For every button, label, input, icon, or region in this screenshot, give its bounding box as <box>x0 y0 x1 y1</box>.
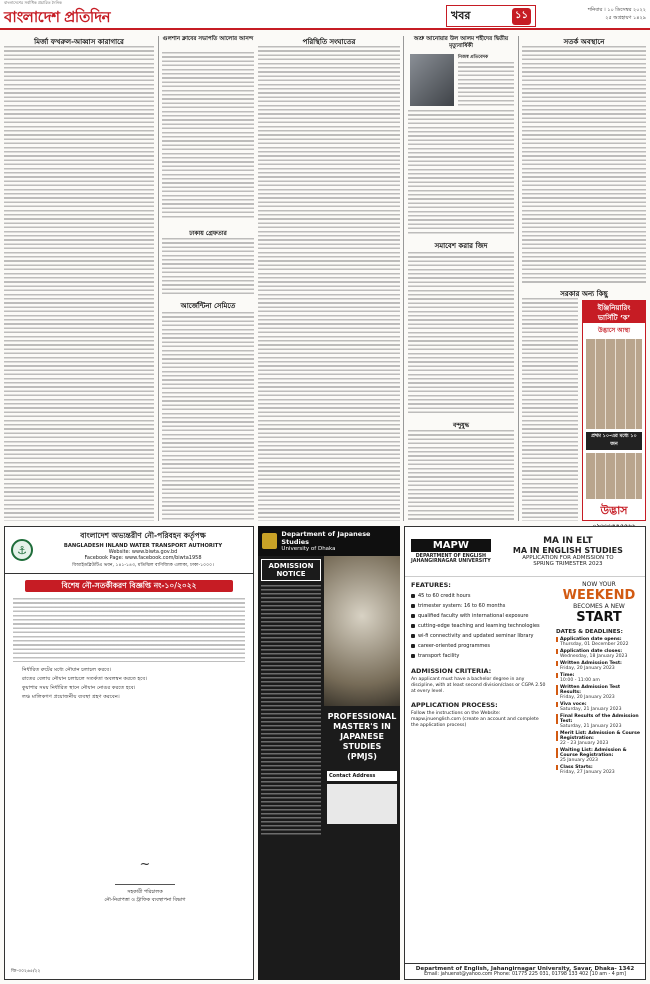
mapw-h1: MA IN ELT <box>543 536 593 546</box>
biwta-website: Website: www.biwta.gov.bd <box>108 549 178 555</box>
center-article-headline: পরিস্থিতি সংঘাতের <box>302 38 356 46</box>
jp-contact: Contact Address <box>327 771 397 781</box>
biwta-list-item: নির্ধারিত রুটের মধ্যে নৌযান চলাচল করবে। <box>22 667 112 673</box>
mapw-date-row <box>556 748 642 763</box>
soldier-article-headline: আর্জেন্টিনা সেমিতে <box>180 302 236 310</box>
mapw-criteria: An applicant must have a bachelor degree in any discipline, with at least second division/class or CGPA 2.50 at every level. <box>411 677 546 694</box>
signature: ~ <box>115 857 175 885</box>
mapw-criteria-title: ADMISSION CRITERIA: <box>411 667 492 675</box>
mapw-date-row <box>556 731 642 746</box>
mapw-date-label: Final Results of the Admission Test: <box>556 714 642 724</box>
mapw-dates-title: DATES & DEADLINES: <box>556 629 623 635</box>
right-article-body <box>522 46 646 284</box>
mapw-h3: APPLICATION FOR ADMISSION TO <box>522 555 614 561</box>
biwta-ad <box>4 526 254 980</box>
mapw-h2: MA IN ENGLISH STUDIES <box>512 546 623 555</box>
club-article-body <box>162 52 254 220</box>
jp-contact-body <box>327 784 397 824</box>
mapw-date-label: Merit List: Admission & Course Registration: <box>556 731 642 741</box>
brief-body <box>408 430 514 521</box>
mapw-univ: JAHANGIRNAGAR UNIVERSITY <box>411 559 491 564</box>
university-logo-icon <box>262 533 277 549</box>
mapw-process-title: APPLICATION PROCESS: <box>411 701 498 709</box>
bottom-article-headline: সরকার অন্য কিছু <box>560 290 608 298</box>
mapw-date-label: Written Admission Test Results: <box>556 685 642 695</box>
mapw-date-row <box>556 685 642 700</box>
mapw-feature-item: wi-fi connectivity and updated seminar library <box>411 631 547 641</box>
mapw-date-value: Thursday, 01 December 2022 <box>560 642 629 647</box>
soldier-article-body <box>162 312 254 521</box>
anchor-icon: ⚓ <box>11 539 33 561</box>
udvash-student-photos <box>586 339 642 429</box>
section-badge <box>446 5 536 27</box>
mapw-date-label: Time: <box>556 673 642 678</box>
udvash-student-photos-2 <box>586 453 642 499</box>
biwta-facebook: Facebook Page: www.facebook.com/biwta1958 <box>84 555 202 561</box>
udvash-line3: উদ্ভাসে আস্থা <box>597 327 630 334</box>
mapw-start: START <box>576 610 622 625</box>
logo-tagline: বাংলাদেশের সর্বাধিক প্রচারিত দৈনিক <box>4 0 62 5</box>
mapw-date-value: Friday, 20 January 2023 <box>560 695 615 700</box>
mapw-h4: SPRING TRIMESTER 2023 <box>533 561 603 567</box>
jp-univ: University of Dhaka <box>281 546 336 552</box>
mapw-date-value: Wednesday, 18 January 2023 <box>560 654 628 659</box>
jp-program: PROFESSIONAL MASTER'S IN JAPANESE STUDIES (PMJS) <box>327 712 397 761</box>
mapw-date-value: Friday, 27 January 2023 <box>560 770 615 775</box>
mapw-date-row <box>556 714 642 729</box>
jp-dept: Department of Japanese Studies <box>281 530 371 546</box>
left-article-headline: মির্জা ফখরুল-আব্বাস কারাগারে <box>34 38 124 46</box>
mapw-email: Email: jahuenst@yahoo.com Phone: 01775 225 031, 01798 133 402 [10 am - 4 pm] <box>424 972 626 977</box>
date-bengali: ২৫ অগ্রহায়ণ ১৪২৯ <box>605 15 646 21</box>
mapw-process: Follow the instructions on the Website: mapw.jnuenglish.com (create an account and complete the application process) <box>411 711 539 728</box>
jp-notice-body <box>261 585 321 835</box>
biwta-list-item: কুয়াশার সময় নির্ধারিত স্থানে নৌযান নোঙর করতে হবে। <box>22 685 136 691</box>
mapw-date-row <box>556 649 642 659</box>
dateline <box>540 6 646 22</box>
mapw-date-value: Saturday, 21 January 2023 <box>560 724 622 729</box>
bottom-article-body <box>522 298 578 521</box>
mapw-feature-item: transport facility <box>411 651 547 661</box>
column-rule <box>158 36 159 521</box>
mapw-date-row <box>556 637 642 647</box>
biwta-signature-org: নৌ-নিরাপত্তা ও ট্রাফিক ব্যবস্থাপনা বিভাগ <box>104 897 186 903</box>
mapw-feature-item: career-oriented programmes <box>411 641 547 651</box>
biwta-notice-body <box>13 598 245 662</box>
mapw-date-label: Application date closes: <box>556 649 642 654</box>
obit-photo <box>410 54 454 106</box>
biwta-address: বিআইডব্লিউটিএ ভবন, ১৪১-১৪৩, মতিঝিল বাণিজ্যিক এলাকা, ঢাকা-১০০০। <box>72 563 214 568</box>
mapw-date-label: Written Admission Test: <box>556 661 642 666</box>
udvash-line1: ইঞ্জিনিয়ারিং <box>583 301 645 313</box>
mapw-becomes: BECOMES A NEW <box>573 603 625 610</box>
biwta-footer-no: জি-৩০২৬৫/২২ <box>11 969 41 974</box>
date-gregorian: শনিবার । ১০ ডিসেম্বর ২০২২ <box>587 7 646 13</box>
mapw-badge: MAPW <box>411 539 491 552</box>
mapw-feature-item: trimester system: 16 to 60 months <box>411 601 547 611</box>
mapw-features-list <box>411 591 547 661</box>
mapw-date-row <box>556 661 642 671</box>
dhaka-article-headline: ঢাকায় গ্রেফতার <box>189 230 227 237</box>
mapw-footer: Department of English, Jahangirnagar University, Savar, Dhaka- 1342 <box>415 966 635 972</box>
left-article-body <box>4 46 154 521</box>
mapw-date-value: 25 January 2023 <box>560 758 598 763</box>
dhaka-article-body <box>162 238 254 296</box>
biwta-org-en: BANGLADESH INLAND WATER TRANSPORT AUTHORITY <box>63 543 223 549</box>
club-article-headline: গুলশান ক্লাবের সভাপতি আলোর আনন্দ <box>162 36 254 42</box>
udvash-line2: ভার্সিটি ‘ক’ <box>583 313 645 323</box>
section-name: খবর <box>451 8 471 22</box>
mapw-date-row <box>556 702 642 712</box>
mapw-now: NOW YOUR <box>582 581 616 588</box>
mapw-ad <box>404 526 646 980</box>
udvash-ad <box>582 300 646 521</box>
biwta-notice-list <box>15 666 243 702</box>
mapw-date-value: 10:00 - 11:00 am <box>560 678 600 683</box>
mapw-dept: DEPARTMENT OF ENGLISH <box>415 554 487 559</box>
mapw-feature-item: 45 to 60 credit hours <box>411 591 547 601</box>
newspaper-logo: বাংলাদেশ প্রতিদিন <box>4 8 111 26</box>
masthead <box>0 0 650 30</box>
right-article-headline: সতর্ক অবস্থানে <box>563 38 605 46</box>
biwta-signature-name: সহকারী পরিচালক <box>127 889 163 895</box>
obit-byline: নিজস্ব প্রতিবেদক <box>458 55 489 60</box>
obit-headline: অশ্রু আনোয়ার উল আলম শহীদের দ্বিতীয় মৃত্যুবার্ষিকী <box>413 36 509 49</box>
udvash-brand: উদ্ভাস <box>600 504 628 517</box>
mapw-date-row <box>556 765 642 775</box>
mapw-date-label: Viva voce: <box>556 702 642 707</box>
mapw-date-value: Saturday, 21 January 2023 <box>560 707 622 712</box>
mapw-weekend: WEEKEND <box>562 588 636 603</box>
mapw-dates-list <box>556 637 642 775</box>
obit-body <box>458 62 514 106</box>
brief-headline: বন্দুযুদ্ধ <box>452 422 469 429</box>
page-number: ১১ <box>512 8 531 25</box>
column-rule <box>403 36 404 521</box>
biwta-notice-title: বিশেষ নৌ-সতর্কীকরণ বিজ্ঞপ্তি নং-১০/২০২২ <box>25 580 233 592</box>
mapw-date-value: Friday, 20 January 2023 <box>560 666 615 671</box>
japanese-studies-ad <box>258 526 400 980</box>
biwta-list-item: লঞ্চ মালিকগণ প্রয়োজনীয় ব্যবস্থা গ্রহণ করবেন। <box>22 694 120 700</box>
mapw-date-label: Application date opens: <box>556 637 642 642</box>
rally-article-body <box>408 252 514 416</box>
biwta-list-item: রাতের বেলায় নৌযান চলাচলে সতর্কতা অবলম্বন করতে হবে। <box>22 676 148 682</box>
udvash-line4: প্রথম ১০-এর মধ্যে ১০ জন <box>586 432 642 450</box>
mapw-date-row <box>556 673 642 683</box>
mapw-features-title: FEATURES: <box>411 581 451 589</box>
mapw-date-value: 22 - 23 January 2023 <box>560 741 609 746</box>
center-article-body <box>258 46 400 521</box>
rally-article-headline: সমাবেশ করার জিদ <box>434 242 488 250</box>
column-rule <box>518 36 519 521</box>
biwta-org-bn: বাংলাদেশ অভ্যন্তরীণ নৌ-পরিবহন কর্তৃপক্ষ <box>80 531 206 540</box>
obit-body-continued <box>408 110 514 235</box>
mapw-date-label: Class Starts: <box>556 765 642 770</box>
mapw-feature-item: cutting-edge teaching and learning technologies <box>411 621 547 631</box>
buddha-statue-image <box>324 556 400 706</box>
jp-notice-title: ADMISSION NOTICE <box>261 559 321 581</box>
mapw-date-label: Waiting List: Admission & Course Registration: <box>556 748 642 758</box>
mapw-feature-item: qualified faculty with international exposure <box>411 611 547 621</box>
